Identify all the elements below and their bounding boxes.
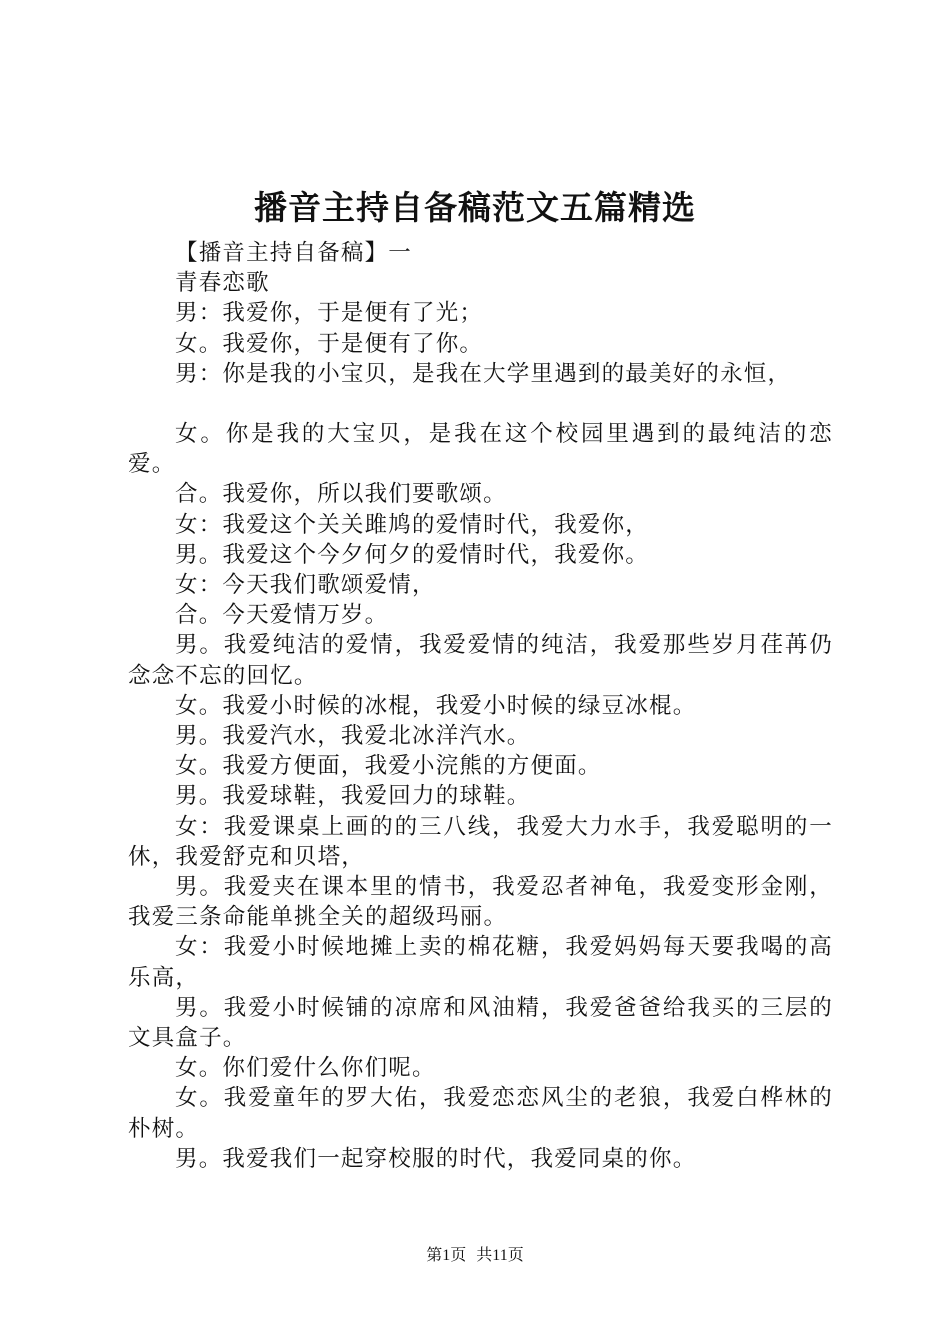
- paragraph: 合。我爱你，所以我们要歌颂。: [175, 481, 507, 508]
- paragraph: 女。我爱你，于是便有了你。: [175, 330, 484, 357]
- paragraph: 女。我爱童年的罗大佑，我爱恋恋风尘的老狼，我爱白桦林的朴树。: [128, 1085, 833, 1142]
- paragraph: 青春恋歌: [175, 270, 270, 297]
- paragraph: 男：我爱你，于是便有了光；: [175, 300, 484, 327]
- document-title: 播音主持自备稿范文五篇精选: [254, 188, 696, 227]
- page-total: 共11页: [476, 1247, 524, 1264]
- paragraph: 男。我爱这个今夕何夕的爱情时代，我爱你。: [175, 541, 650, 568]
- document-body: [128, 238, 833, 1174]
- paragraph: 男。我爱纯洁的爱情，我爱爱情的纯洁，我爱那些岁月荏苒仍念念不忘的回忆。: [128, 632, 833, 689]
- paragraph: 女：我爱课桌上画的的三八线，我爱大力水手，我爱聪明的一休，我爱舒克和贝塔，: [128, 813, 833, 870]
- paragraph: 【播音主持自备稿】一: [175, 240, 413, 266]
- paragraph: 男。我爱小时候铺的凉席和风油精，我爱爸爸给我买的三层的文具盒子。: [128, 994, 833, 1052]
- paragraph: 女：我爱小时候地摊上卖的棉花糖，我爱妈妈每天要我喝的高乐高，: [128, 934, 833, 991]
- paragraph: 男：你是我的小宝贝，是我在大学里遇到的最美好的永恒，: [175, 360, 792, 387]
- paragraph: 女。你是我的大宝贝，是我在这个校园里遇到的最纯洁的恋爱。: [128, 421, 833, 478]
- paragraph: 女。我爱方便面，我爱小浣熊的方便面。: [175, 753, 602, 780]
- paragraph: 男。我爱我们一起穿校服的时代，我爱同桌的你。: [175, 1145, 697, 1172]
- paragraph: 男。我爱球鞋，我爱回力的球鞋。: [175, 783, 531, 810]
- paragraph: 男。我爱汽水，我爱北冰洋汽水。: [175, 723, 531, 750]
- paragraph: 女：今天我们歌颂爱情，: [175, 572, 436, 599]
- page-footer: [0, 1246, 950, 1266]
- paragraph: 男。我爱夹在课本里的情书，我爱忍者神龟，我爱变形金刚，我爱三条命能单挑全关的超级玛丽。: [128, 874, 833, 931]
- paragraph: 合。今天爱情万岁。: [175, 602, 389, 629]
- paragraph: 女：我爱这个关关雎鸠的爱情时代，我爱你，: [175, 511, 650, 538]
- page-number: 第1页: [426, 1247, 467, 1264]
- paragraph: 女。我爱小时候的冰棍，我爱小时候的绿豆冰棍。: [175, 692, 697, 719]
- paragraph: 女。你们爱什么你们呢。: [175, 1055, 436, 1082]
